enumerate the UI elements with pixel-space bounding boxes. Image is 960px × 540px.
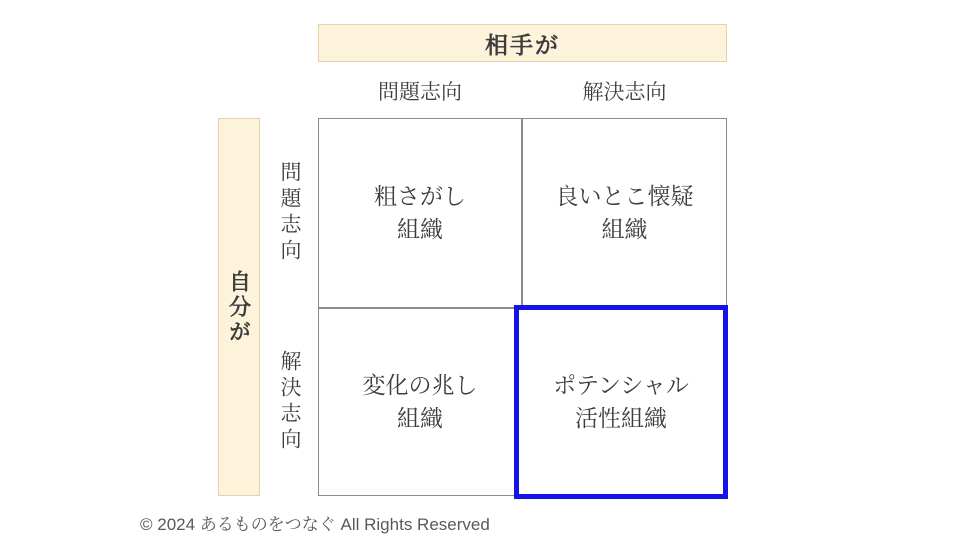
left-axis-header-label: 自分が bbox=[226, 269, 252, 345]
row-header-problem-oriented bbox=[272, 118, 306, 308]
matrix-cell-line: 良いとこ懐疑 bbox=[555, 183, 694, 209]
matrix-cell-line: ポテンシャル bbox=[553, 372, 689, 398]
matrix-cell bbox=[318, 118, 522, 308]
matrix-cell-line: 粗さがし bbox=[374, 183, 466, 209]
matrix-cell bbox=[318, 308, 522, 496]
matrix-cell-line: 組織 bbox=[397, 216, 443, 242]
matrix-cell bbox=[522, 118, 727, 308]
column-header-label: 問題志向 bbox=[378, 81, 462, 104]
top-axis-header bbox=[318, 24, 727, 62]
matrix-cell-line: 活性組織 bbox=[575, 405, 667, 431]
matrix-cell-line: 組織 bbox=[601, 216, 648, 242]
column-header-solution-oriented bbox=[522, 76, 727, 106]
row-header-label: 解決志向 bbox=[278, 350, 301, 454]
matrix-cell-line: 組織 bbox=[397, 405, 443, 431]
row-header-solution-oriented bbox=[272, 308, 306, 496]
footer-copyright: © 2024 あるものをつなぐ All Rights Reserved bbox=[140, 515, 490, 534]
top-axis-header-label: 相手が bbox=[485, 31, 560, 58]
row-header-label: 問題志向 bbox=[278, 161, 301, 265]
matrix-cell-line: 変化の兆し bbox=[362, 372, 478, 398]
column-header-label: 解決志向 bbox=[582, 81, 667, 104]
left-axis-header bbox=[218, 118, 260, 496]
column-header-problem-oriented bbox=[318, 76, 522, 106]
matrix-cell-highlighted bbox=[514, 305, 728, 499]
